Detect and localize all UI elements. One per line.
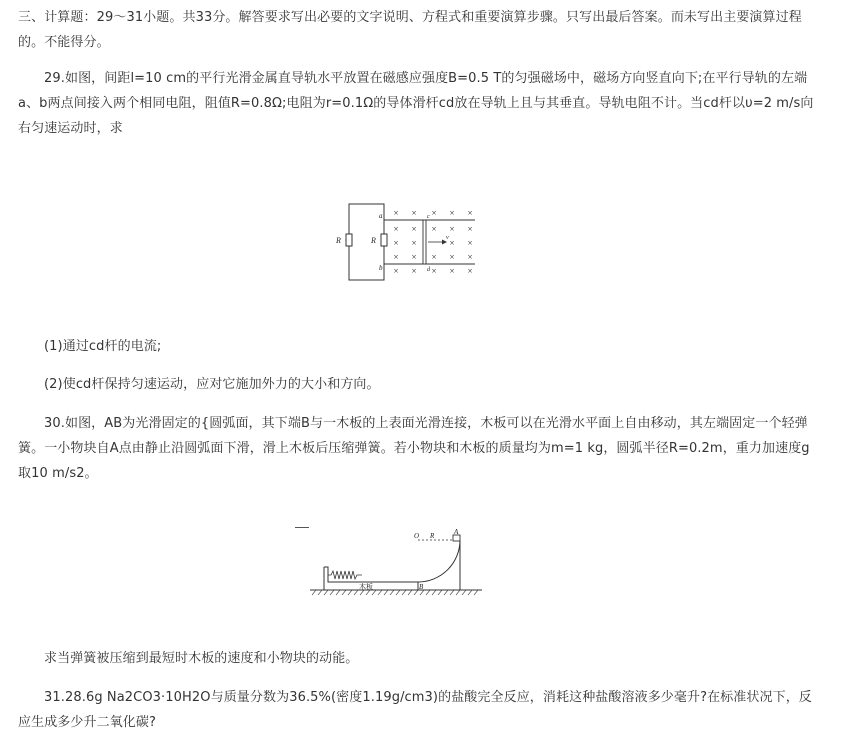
section-header: 三、计算题：29～31小题。共33分。解答要求写出必要的文字说明、方程式和重要演算步骤。只写出最后答案。而未写出主要演算过程的。不能得分。 [18, 10, 802, 50]
board-label: 木板 [359, 583, 373, 591]
radius-R-label: R [430, 532, 435, 540]
svg-text:×: × [411, 266, 417, 276]
svg-text:×: × [449, 224, 455, 234]
mid-resistor [381, 234, 387, 246]
point-b-label: b [379, 264, 383, 272]
svg-text:×: × [411, 224, 417, 234]
point-a-label: a [379, 212, 383, 220]
svg-text:×: × [449, 238, 455, 248]
left-resistor-label: R [336, 236, 341, 245]
svg-text:×: × [449, 208, 455, 218]
point-A-label: A [454, 528, 459, 536]
svg-text:×: × [431, 224, 437, 234]
left-resistor [346, 234, 352, 246]
question-29-part-2: (2)使cd杆保持匀速运动，应对它施加外力的大小和方向。 [44, 377, 380, 392]
svg-text:×: × [449, 252, 455, 262]
slider-rod-cd [423, 220, 426, 264]
svg-text:×: × [411, 238, 417, 248]
svg-text:×: × [393, 224, 399, 234]
point-B-label: B [419, 583, 424, 591]
ground-hatching [312, 590, 478, 595]
svg-text:×: × [467, 224, 473, 234]
question-29-stem: 29.如图，间距l=10 cm的平行光滑金属直导轨水平放置在磁感应强度B=0.5 T的匀强磁场中，磁场方向竖直向下;在平行导轨的左端a、b两点间接入两个相同电阻，阻值R=0.8Ω;电阻为r=0.1Ω的导体滑杆cd放在导轨上且与其垂直。导轨电阻不计。当cd杆以υ=2 m/s向右匀速运动时，求 [18, 71, 814, 136]
question-31-stem: 31.28.6g Na2CO3·10H2O与质量分数为36.5%(密度1.19g/cm3)的盐酸完全反应，消耗这种盐酸溶液多少毫升?在标准状况下，反应生成多少升二氧化碳? [18, 690, 812, 730]
svg-text:×: × [393, 238, 399, 248]
question-29-part-1: (1)通过cd杆的电流; [44, 339, 162, 354]
point-O-label: O [414, 532, 420, 540]
point-c-label: c [427, 214, 430, 220]
svg-text:×: × [467, 252, 473, 262]
spring [328, 571, 362, 579]
arc-board-spring-figure [308, 528, 484, 598]
svg-text:×: × [393, 252, 399, 262]
svg-text:×: × [449, 266, 455, 276]
question-30-stem: 30.如图，AB为光滑固定的{圆弧面，其下端B与一木板的上表面光滑连接，木板可以在光滑水平面上自由移动，其左端固定一个轻弹簧。一小物块自A点由静止沿圆弧面下滑，滑上木板后压缩弹簧。若小物块和木板的质量均为m=1 kg，圆弧半径R=0.2m，重力加速度g取10 m/s2。 [18, 416, 810, 481]
svg-text:×: × [431, 266, 437, 276]
svg-text:×: × [411, 208, 417, 218]
stray-dash [295, 527, 309, 528]
svg-text:×: × [411, 252, 417, 262]
svg-text:×: × [467, 266, 473, 276]
question-30-question: 求当弹簧被压缩到最短时木板的速度和小物块的动能。 [44, 651, 359, 666]
velocity-label: v [446, 235, 449, 241]
svg-text:×: × [431, 208, 437, 218]
svg-text:×: × [467, 208, 473, 218]
svg-text:×: × [431, 252, 437, 262]
point-d-label: d [427, 267, 430, 273]
svg-text:×: × [393, 208, 399, 218]
mid-resistor-label: R [371, 236, 376, 245]
arc-surface [418, 540, 460, 590]
svg-text:×: × [393, 266, 399, 276]
rail-circuit-figure [332, 198, 482, 286]
svg-text:×: × [467, 238, 473, 248]
